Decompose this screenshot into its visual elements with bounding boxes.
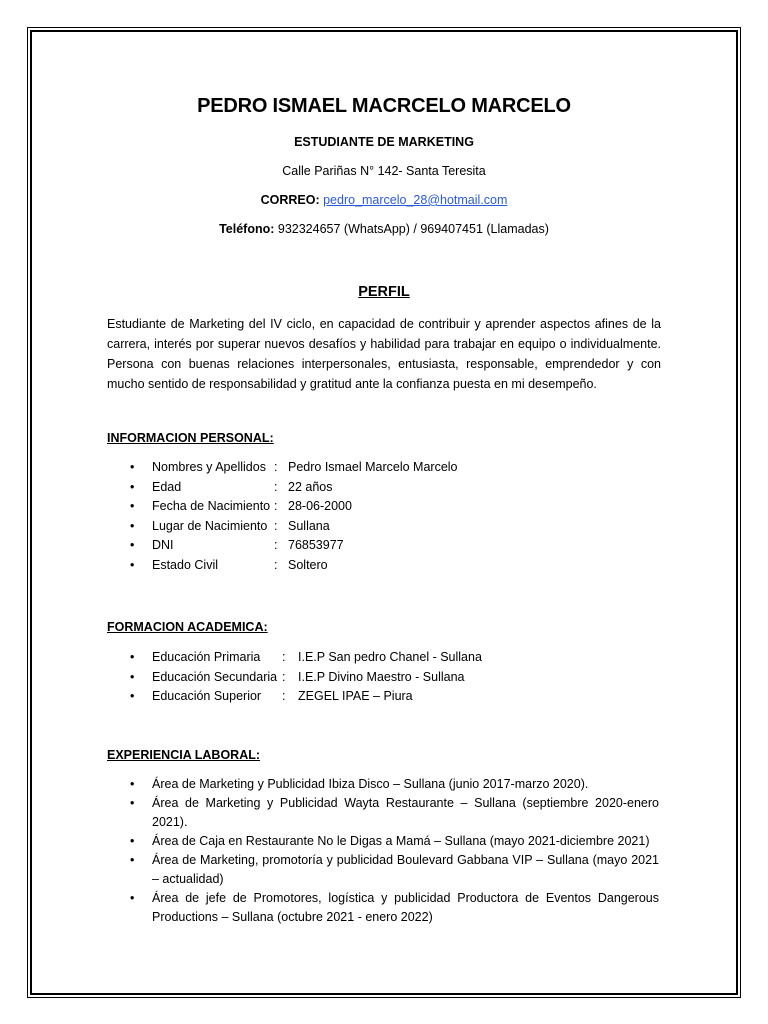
- info-label: • Estado Civil: [152, 557, 218, 572]
- list-item: • DNI : 76853977: [152, 536, 458, 556]
- phone-line: [0, 222, 768, 236]
- list-item: • Estado Civil : Soltero: [152, 556, 458, 576]
- education-list: [152, 648, 482, 707]
- email-label: CORREO:: [260, 193, 320, 207]
- address: Calle Pariñas N° 142- Santa Teresita: [282, 164, 486, 178]
- candidate-role: ESTUDIANTE DE MARKETING: [294, 135, 474, 149]
- email-link[interactable]: pedro_marcelo_28@hotmail.com: [323, 193, 508, 207]
- info-value: 22 años: [288, 479, 333, 494]
- list-item: • Fecha de Nacimiento : 28-06-2000: [152, 497, 458, 517]
- list-item: • Área de jefe de Promotores, logística y publicidad Productora de Eventos Dangerous Productions – Sullana (octubre 2021 - enero 2022): [152, 889, 659, 927]
- info-label: • Edad: [152, 479, 182, 494]
- personal-info-heading: INFORMACION PERSONAL:: [107, 431, 274, 445]
- edu-value: I.E.P San pedro Chanel - Sullana: [298, 650, 482, 664]
- phone-number: 932324657 (WhatsApp) / 969407451 (Llamadas): [274, 222, 549, 236]
- profile-heading: PERFIL: [358, 284, 410, 300]
- list-item: • Área de Caja en Restaurante No le Digas a Mamá – Sullana (mayo 2021-diciembre 2021): [152, 832, 659, 851]
- phone-label: Teléfono:: [219, 222, 275, 236]
- list-item: • Área de Marketing y Publicidad Wayta Restaurante – Sullana (septiembre 2020-enero 2021).: [152, 794, 659, 832]
- experience-list: [152, 775, 659, 927]
- experience-heading: EXPERIENCIA LABORAL:: [107, 748, 261, 762]
- info-value: 76853977: [288, 538, 344, 553]
- info-label: • Lugar de Nacimiento: [152, 518, 268, 533]
- list-item: • Lugar de Nacimiento : Sullana: [152, 517, 458, 537]
- info-label: • DNI: [152, 538, 174, 553]
- profile-text: Estudiante de Marketing del IV ciclo, en capacidad de contribuir y aprender aspectos afines de la carrera, interés por superar nuevos desafíos y habilidad para trabajar en equipo o individualmente. Persona con buenas relaciones interpersonales, entusiasta, responsable, emprendedor y con mucho sentido de responsabilidad y gratitud ante la confianza puesta en mi desempeño.: [107, 317, 661, 391]
- list-item: • Educación Superior : ZEGEL IPAE – Piura: [152, 687, 482, 707]
- info-value: Sullana: [288, 518, 330, 533]
- list-item: • Edad : 22 años: [152, 478, 458, 498]
- email-line: [0, 193, 768, 207]
- edu-label: • Educación Primaria: [152, 650, 261, 664]
- edu-value: ZEGEL IPAE – Piura: [298, 689, 413, 704]
- edu-label: • Educación Secundaria: [152, 669, 278, 684]
- education-heading: FORMACION ACADEMICA:: [107, 620, 268, 634]
- list-item: • Educación Primaria : I.E.P San pedro Chanel - Sullana: [152, 648, 482, 668]
- list-item: • Educación Secundaria : I.E.P Divino Maestro - Sullana: [152, 668, 482, 688]
- info-value: Soltero: [288, 557, 328, 572]
- info-value: 28-06-2000: [288, 499, 352, 514]
- info-label: • Fecha de Nacimiento: [152, 499, 271, 514]
- info-label: • Nombres y Apellidos: [152, 460, 266, 474]
- candidate-name: PEDRO ISMAEL MACRCELO MARCELO: [197, 95, 571, 117]
- list-item: • Área de Marketing, promotoría y publicidad Boulevard Gabbana VIP – Sullana (mayo 2021 – actualidad): [152, 851, 659, 889]
- list-item: • Área de Marketing y Publicidad Ibiza Disco – Sullana (junio 2017-marzo 2020).: [152, 775, 659, 794]
- edu-value: I.E.P Divino Maestro - Sullana: [298, 669, 465, 684]
- personal-info-list: [152, 458, 458, 576]
- info-value: Pedro Ismael Marcelo Marcelo: [288, 460, 458, 474]
- list-item: • Nombres y Apellidos : Pedro Ismael Marcelo Marcelo: [152, 458, 458, 478]
- edu-label: • Educación Superior: [152, 689, 262, 704]
